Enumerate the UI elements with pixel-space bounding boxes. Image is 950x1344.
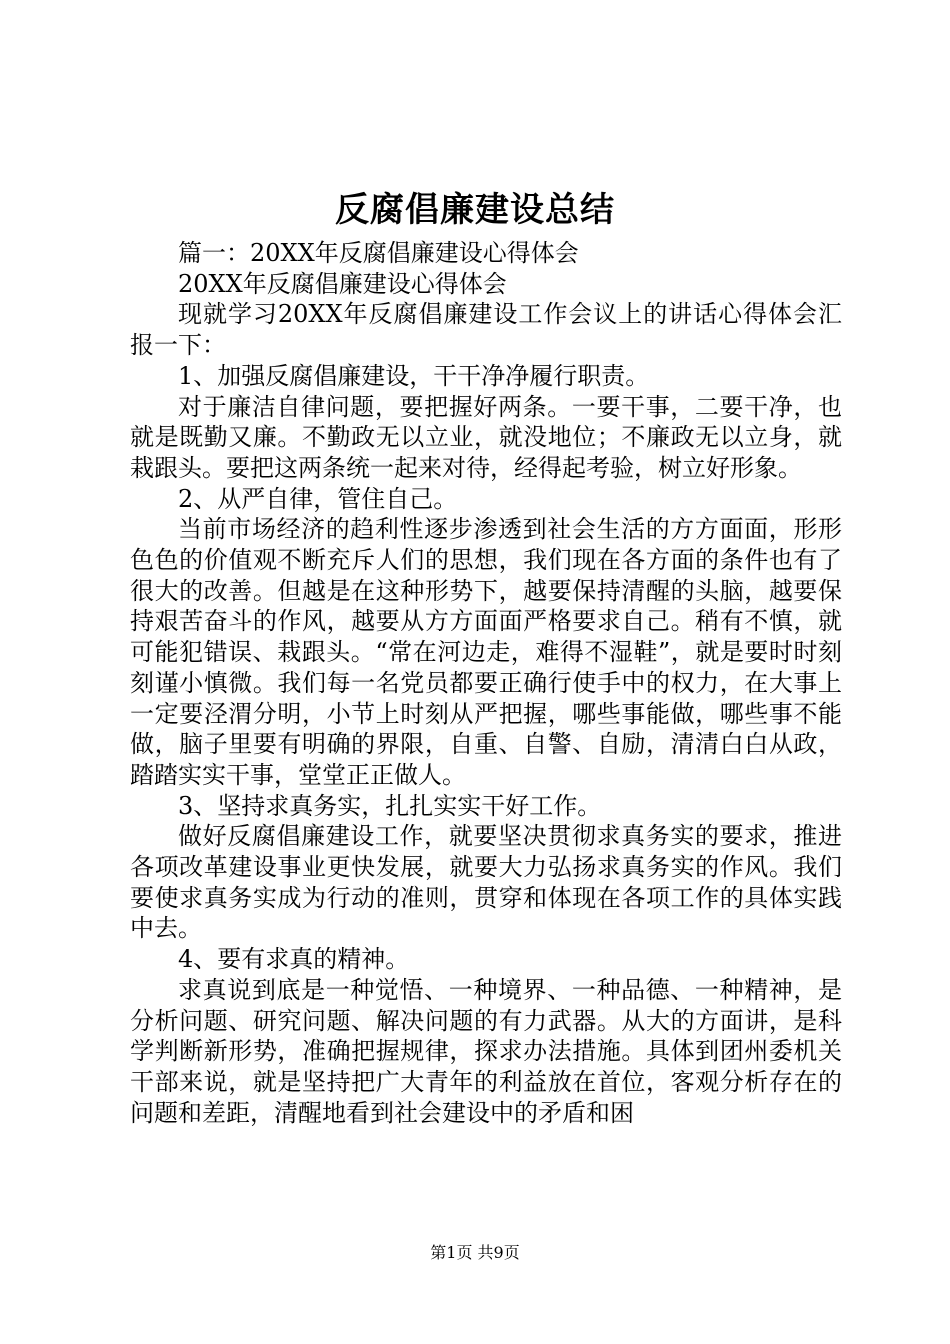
paragraph-point-3: 3、坚持求真务实，扎扎实实干好工作。	[178, 791, 602, 820]
paragraph-body-3: 做好反腐倡廉建设工作，就要坚决贯彻求真务实的要求，推进各项改革建设事业更快发展，就要大力弘扬求真务实的作风。我们要使求真务实成为行动的准则，贯穿和体现在各项工作的具体实践中去。	[130, 822, 842, 943]
paragraph-point-1: 1、加强反腐倡廉建设，干干净净履行职责。	[178, 361, 650, 390]
page-number-footer: 第1页 共9页	[430, 1243, 520, 1262]
paragraph-subheading: 20XX年反腐倡廉建设心得体会	[178, 269, 507, 298]
paragraph-point-4: 4、要有求真的精神。	[178, 945, 410, 974]
paragraph-heading-1: 篇一：20XX年反腐倡廉建设心得体会	[178, 239, 579, 267]
paragraph-intro: 现就学习20XX年反腐倡廉建设工作会议上的讲话心得体会汇报一下：	[130, 300, 842, 360]
paragraph-point-2: 2、从严自律，管住自己。	[178, 484, 458, 513]
document-body	[130, 238, 842, 1128]
paragraph-body-1: 对于廉洁自律问题，要把握好两条。一要干事，二要干净，也就是既勤又廉。不勤政无以立业，就没地位；不廉政无以立身，就栽跟头。要把这两条统一起来对待，经得起考验，树立好形象。	[130, 392, 842, 482]
paragraph-body-2: 当前市场经济的趋利性逐步渗透到社会生活的方方面面，形形色色的价值观不断充斥人们的思想，我们现在各方面的条件也有了很大的改善。但越是在这种形势下，越要保持清醒的头脑，越要保持艰苦奋斗的作风，越要从方方面面严格要求自己。稍有不慎，就可能犯错误、栽跟头。“常在河边走，难得不湿鞋”，就是要时时刻刻谨小慎微。我们每一名党员都要正确行使手中的权力，在大事上一定要泾渭分明，小节上时刻从严把握，哪些事能做，哪些事不能做，脑子里要有明确的界限，自重、自警、自励，清清白白从政，踏踏实实干事，堂堂正正做人。	[130, 515, 842, 789]
paragraph-body-4: 求真说到底是一种觉悟、一种境界、一种品德、一种精神，是分析问题、研究问题、解决问题的有力武器。从大的方面讲，是科学判断新形势，准确把握规律，探求办法措施。具体到团州委机关干部来说，就是坚持把广大青年的利益放在首位，客观分析存在的问题和差距，清醒地看到社会建设中的矛盾和困	[130, 975, 842, 1127]
document-title: 反腐倡廉建设总结	[335, 190, 615, 230]
